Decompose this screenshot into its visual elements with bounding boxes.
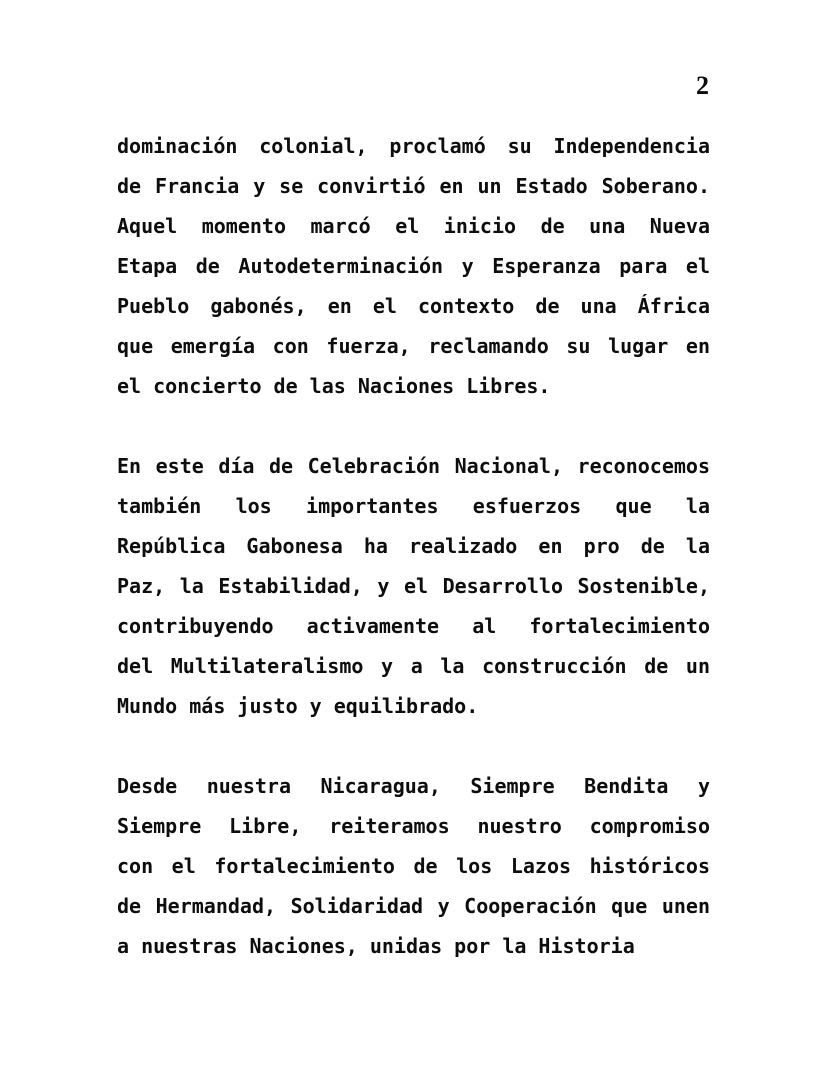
text-line: del Multilateralismo y a la construcción de un [117, 654, 710, 678]
text-line: Pueblo gabonés, en el contexto de una África [117, 294, 710, 318]
text-line: que emergía con fuerza, reclamando su lugar en [117, 334, 710, 358]
text-line: de Hermandad, Solidaridad y Cooperación que unen [117, 894, 710, 918]
text-line: República Gabonesa ha realizado en pro de la [117, 534, 710, 558]
text-line: el concierto de las Naciones Libres. [117, 374, 551, 398]
text-line: Etapa de Autodeterminación y Esperanza para el [117, 254, 710, 278]
text-line: contribuyendo activamente al fortalecimiento [117, 614, 710, 638]
text-line: dominación colonial, proclamó su Independencia [117, 134, 710, 158]
text-line: a nuestras Naciones, unidas por la Historia [117, 934, 635, 958]
paragraph-2 [117, 446, 710, 726]
text-line: también los importantes esfuerzos que la [117, 494, 710, 518]
text-line: Paz, la Estabilidad, y el Desarrollo Sostenible, [117, 574, 710, 598]
text-line: con el fortalecimiento de los Lazos históricos [117, 854, 710, 878]
text-line: Aquel momento marcó el inicio de una Nueva [117, 214, 710, 238]
page-number: 2 [696, 71, 709, 100]
text-line: Siempre Libre, reiteramos nuestro compromiso [117, 814, 710, 838]
text-line: En este día de Celebración Nacional, reconocemos [117, 454, 710, 478]
paragraph-3 [117, 766, 710, 966]
text-line: Desde nuestra Nicaragua, Siempre Bendita y [117, 774, 710, 798]
text-line: Mundo más justo y equilibrado. [117, 694, 479, 718]
paragraph-1 [117, 126, 710, 406]
text-line: de Francia y se convirtió en un Estado Soberano. [117, 174, 710, 198]
document-body [117, 126, 710, 966]
